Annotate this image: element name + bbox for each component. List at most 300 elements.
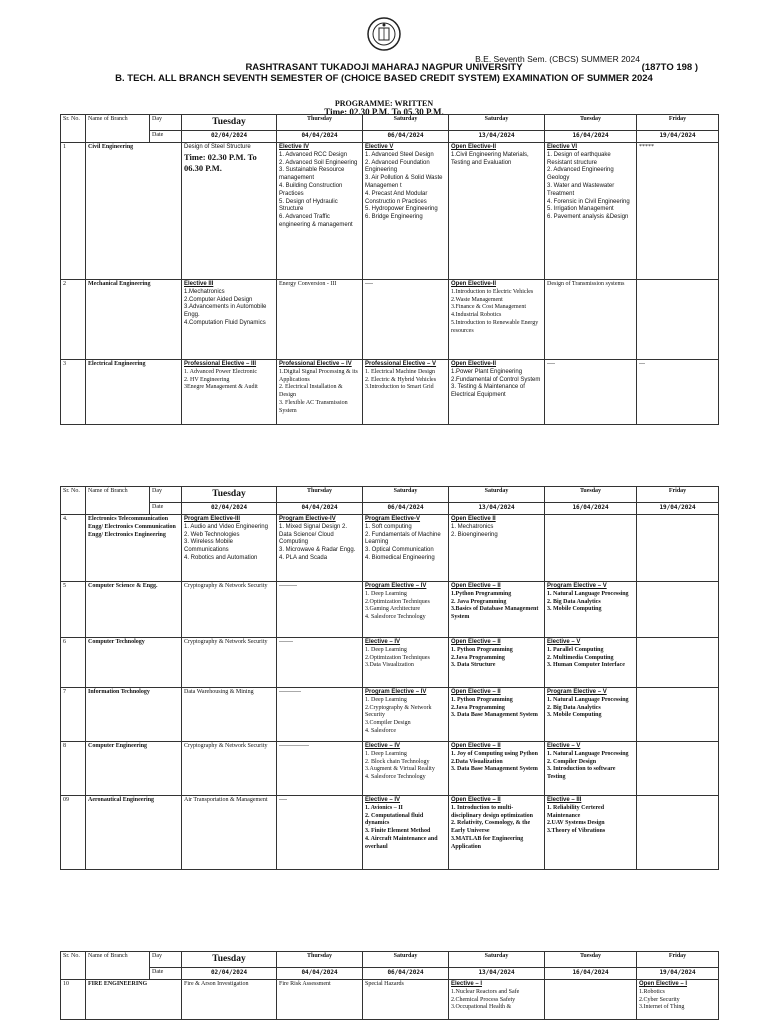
- subject-cell: [182, 742, 277, 796]
- subject-line: Special Hazards: [365, 981, 404, 987]
- date-header: 13/04/2024: [449, 503, 545, 515]
- subject-line: 2. Electrical Installation & Design: [279, 384, 343, 399]
- subject-line: 6. Bridge Engineering: [365, 214, 423, 221]
- date-header: 02/04/2024: [182, 968, 277, 980]
- date-header-row: [61, 503, 719, 515]
- day-header-row: [61, 487, 719, 503]
- subject-line: 5. Design of Hydraulic Structure: [279, 198, 338, 213]
- subject-cell: [449, 582, 545, 638]
- branch-row: [61, 515, 719, 582]
- subject-line: 1. Reliability Certered Maintenance: [547, 804, 605, 819]
- subject-line: 3.Augment & Virtual Reality: [365, 766, 435, 773]
- elective-title: Open Elective – II: [451, 689, 501, 695]
- subject-line: 2.Computer Aided Design: [184, 296, 253, 303]
- subject-cell: [363, 742, 449, 796]
- exam-time: Time: 02.30 P.M. To 05.30 P.M.: [324, 107, 444, 117]
- subject-line: 1. Design of earthquake Resistant structure: [547, 151, 611, 166]
- university-seal-icon: [366, 16, 402, 52]
- subject-line: 3. Human Computer Interface: [547, 662, 625, 669]
- subject-line: 3Enegre Management & Audit: [184, 384, 258, 391]
- subject-line: *****: [639, 144, 654, 150]
- branch-row: [61, 796, 719, 870]
- subject-cell: [277, 280, 363, 360]
- subject-cell: [637, 638, 719, 688]
- branch-row: [61, 280, 719, 360]
- subject-line: 3. Introduction to software Testing: [547, 766, 616, 781]
- subject-line: 3.Compiler Design: [365, 720, 411, 727]
- elective-title: Elective – I: [451, 981, 483, 987]
- branch-name: Aeronautical Engineering: [86, 796, 182, 870]
- subject-line: 2.Fundamental of Control System: [451, 376, 541, 383]
- branch-name: FIRE ENGINEERING: [86, 980, 182, 1020]
- subject-line: 3. Mobile Computing: [547, 712, 602, 719]
- branch-row: [61, 360, 719, 425]
- date-header: 16/04/2024: [545, 131, 637, 143]
- subject-line: 1. Audio and Video Engineering: [184, 523, 268, 530]
- subject-line: 3.Gaming Architecture: [365, 606, 420, 613]
- subject-line: 1. Deep Learning: [365, 696, 407, 703]
- branch-name: Civil Engineering: [86, 143, 182, 280]
- subject-line: Data Warehousing & Mining: [184, 689, 254, 695]
- university-title: RASHTRASANT TUKADOJI MAHARAJ NAGPUR UNIVERSITY: [245, 62, 523, 73]
- subject-line: 3. Optical Communication: [365, 547, 434, 554]
- subject-line: 1. Python Programming: [451, 696, 513, 703]
- subject-cell: [545, 582, 637, 638]
- subject-line: 1.Introduction to Electric Vehicles: [451, 288, 534, 295]
- subject-line: 1. Introduction to multi-disciplinary design optimization: [451, 804, 534, 819]
- subject-cell: [449, 638, 545, 688]
- day-header: Saturday: [363, 952, 449, 968]
- subject-cell: [637, 143, 719, 280]
- timetable-1: [60, 114, 719, 425]
- subject-line: 2. Web Technologies: [184, 531, 240, 538]
- subject-line: 1. Natural Language Processing: [547, 590, 629, 597]
- subject-cell: [182, 582, 277, 638]
- subject-line: 2. Big Data Analytics: [547, 598, 601, 605]
- subject-cell: [449, 360, 545, 425]
- subject-line: 4. Biomedical Engineering: [365, 554, 435, 561]
- date-header: 13/04/2024: [449, 968, 545, 980]
- subject-cell: [182, 360, 277, 425]
- subject-cell: [277, 688, 363, 742]
- date-header-row: [61, 968, 719, 980]
- day-label: Day: [150, 115, 182, 131]
- subject-line: Cryptography & Network Security: [184, 639, 268, 645]
- subject-line: 1. Deep Learning: [365, 750, 407, 757]
- subject-cell: [449, 796, 545, 870]
- elective-title: Elective IV: [279, 144, 310, 150]
- timetable-3: [60, 951, 719, 1020]
- subject-line: 4. Robotics and Automation: [184, 554, 258, 561]
- subject-line: 1. Natural Language Processing: [547, 750, 629, 757]
- date-header: 16/04/2024: [545, 968, 637, 980]
- day-header: Tuesday: [182, 487, 277, 503]
- day-header: Thursday: [277, 487, 363, 503]
- date-label: Date: [150, 131, 182, 143]
- date-header: 04/04/2024: [277, 968, 363, 980]
- subject-cell: [182, 515, 277, 582]
- sr-no-header: Sr. No.: [61, 952, 86, 980]
- subject-line: 5. Irrigation Management: [547, 206, 614, 213]
- day-header-row: [61, 115, 719, 131]
- day-header: Thursday: [277, 952, 363, 968]
- subject-line: 4. Salesforce Technology: [365, 614, 426, 621]
- exam-subtitle: B. TECH. ALL BRANCH SEVENTH SEMESTER OF (CHOICE BASED CREDIT SYSTEM) EXAMINATION OF SUMMER 2024: [115, 73, 653, 84]
- subject-cell: [363, 143, 449, 280]
- subject-cell: [449, 688, 545, 742]
- subject-line: 4.Industrial Robotics: [451, 312, 502, 319]
- subject-cell: [545, 742, 637, 796]
- subject-line: 1. Mixed Signal Design 2. Data Science/ Cloud Computing: [279, 523, 348, 546]
- date-header: 06/04/2024: [363, 968, 449, 980]
- subject-line: 1. Avionics – II: [365, 804, 403, 811]
- day-header: Friday: [637, 115, 719, 131]
- elective-title: Open Elective-II: [451, 281, 497, 287]
- subject-line: 2. Big Data Analytics: [547, 704, 601, 711]
- subject-cell: [277, 638, 363, 688]
- subject-line: 3. Microwave & Radar Engg.: [279, 547, 356, 554]
- branch-row: [61, 742, 719, 796]
- subject-cell: [277, 143, 363, 280]
- subject-line: 2.Cyber Security: [639, 996, 680, 1003]
- subject-cell: [277, 582, 363, 638]
- subject-line: 3. Sustainable Resource management: [279, 167, 345, 182]
- sr-no: 4.: [61, 515, 86, 582]
- subject-cell: [363, 280, 449, 360]
- elective-title: Professional Elective – III: [184, 361, 257, 367]
- branch-name: Computer Engineering: [86, 742, 182, 796]
- subject-cell: [545, 280, 637, 360]
- branch-row: [61, 980, 719, 1020]
- subject-cell: [449, 280, 545, 360]
- elective-title: Elective – IV: [365, 743, 401, 749]
- day-header-row: [61, 952, 719, 968]
- subject-line: 1. Joy of Computing using Python: [451, 750, 539, 757]
- subject-line: 1. Soft computing: [365, 523, 412, 530]
- subject-cell: [182, 688, 277, 742]
- subject-line: 2. Computational fluid dynamics: [365, 812, 424, 827]
- subject-cell: [545, 796, 637, 870]
- subject-line: 3. Air Pollution & Solid Waste Managemen t: [365, 175, 443, 189]
- subject-cell: [449, 143, 545, 280]
- branch-name: Information Technology: [86, 688, 182, 742]
- subject-line: 2.Waste Management: [451, 296, 503, 303]
- subject-line: 3.Data Visualization: [365, 662, 414, 669]
- subject-line: 2. Bioengineering: [451, 531, 498, 538]
- subject-cell: [363, 515, 449, 582]
- subject-cell: [637, 280, 719, 360]
- date-header: 02/04/2024: [182, 503, 277, 515]
- day-header: Tuesday: [182, 115, 277, 131]
- date-header-row: [61, 131, 719, 143]
- subject-cell: [182, 980, 277, 1020]
- subject-line: -------: [279, 639, 293, 645]
- day-header: Tuesday: [545, 487, 637, 503]
- date-header: 19/04/2024: [637, 131, 719, 143]
- subject-cell: [637, 980, 719, 1020]
- subject-line: 2. Java Programming: [451, 598, 507, 605]
- branch-name: Electrical Engineering: [86, 360, 182, 425]
- elective-title: Program Elective – V: [547, 583, 607, 589]
- elective-title: Elective – III: [547, 797, 582, 803]
- elective-title: Professional Elective – V: [365, 361, 437, 367]
- subject-cell: [363, 582, 449, 638]
- sr-no: 8: [61, 742, 86, 796]
- subject-cell: [545, 143, 637, 280]
- branch-row: [61, 638, 719, 688]
- subject-line: 1. Advanced Steel Design: [365, 151, 434, 158]
- subject-cell: [277, 796, 363, 870]
- elective-title: Program Elective – V: [547, 689, 607, 695]
- date-label: Date: [150, 968, 182, 980]
- subject-cell: [182, 280, 277, 360]
- subject-line: 3.Internet of Thing: [639, 1004, 685, 1011]
- subject-line: 2.Optimization Techniques: [365, 654, 430, 661]
- subject-line: Design of Transmission systems: [547, 281, 625, 287]
- day-header: Tuesday: [182, 952, 277, 968]
- subject-cell: [363, 360, 449, 425]
- elective-title: Open Elective II: [451, 516, 496, 522]
- sr-no: 7: [61, 688, 86, 742]
- subject-line: -----------: [279, 689, 301, 695]
- subject-line: 2. Fundamentals of Machine Learning: [365, 531, 441, 546]
- subject-line: 1. Deep Learning: [365, 590, 407, 597]
- subject-line: 3.Advancements in Automobile Engg.: [184, 304, 267, 319]
- subject-line: ----: [365, 281, 373, 287]
- subject-line: ----: [547, 361, 555, 367]
- sr-no: 2: [61, 280, 86, 360]
- subject-line: 1. Parallel Computing: [547, 646, 604, 653]
- sr-no: 1: [61, 143, 86, 280]
- sr-no: 10: [61, 980, 86, 1020]
- timetable-2: [60, 486, 719, 870]
- elective-title: Elective – V: [547, 639, 581, 645]
- subject-line: 1. Natural Language Processing: [547, 696, 629, 703]
- sr-no: 6: [61, 638, 86, 688]
- elective-title: Program Elective-IV: [279, 516, 336, 522]
- subject-line: 1.Power Plant Engineering: [451, 368, 523, 375]
- branch-name-header: Name of Branch: [86, 487, 150, 515]
- subject-line: 4. Salesforce: [365, 727, 396, 734]
- branch-name-header: Name of Branch: [86, 952, 150, 980]
- subject-cell: [449, 980, 545, 1020]
- day-header: Tuesday: [545, 952, 637, 968]
- elective-title: Open Elective-II: [451, 144, 497, 150]
- subject-line: 3.MATLAB for Engineering Application: [451, 835, 524, 850]
- university-name: [0, 62, 768, 73]
- elective-title: Open Elective-II: [451, 361, 497, 367]
- subject-line: 4. PLA and Scada: [279, 554, 328, 561]
- subject-line: Cryptography & Network Security: [184, 743, 268, 749]
- subject-line: 5. Hydropower Engineering: [365, 206, 438, 213]
- subject-cell: [637, 688, 719, 742]
- subject-line: ---------: [279, 583, 297, 589]
- sr-no-header: Sr. No.: [61, 115, 86, 143]
- subject-line: 2.Java Programming: [451, 704, 505, 711]
- subject-cell: [182, 638, 277, 688]
- branch-name-header: Name of Branch: [86, 115, 150, 143]
- day-header: Friday: [637, 952, 719, 968]
- paper-range: (187TO 198 ): [641, 62, 698, 73]
- subject-cell: [277, 742, 363, 796]
- elective-title: Open Elective – II: [451, 743, 501, 749]
- day-label: Day: [150, 487, 182, 503]
- subject-line: 1.Nuclear Reactors and Safe: [451, 988, 520, 995]
- subject-cell: [277, 360, 363, 425]
- subject-cell: [182, 796, 277, 870]
- subject-line: 3. Finite Element Method: [365, 828, 431, 835]
- date-header: 19/04/2024: [637, 503, 719, 515]
- subject-line: 1.Civil Engineering Materials, Testing and Evaluation: [451, 151, 529, 166]
- subject-line: 4.Computation Fluid Dynamics: [184, 319, 266, 326]
- subject-cell: [637, 360, 719, 425]
- subject-line: 3. Flexible AC Transmission System: [279, 399, 348, 414]
- subject-line: 6. Pavement analysis &Design: [547, 214, 629, 221]
- subject-line: 4. Aircraft Maintenance and overhaul: [365, 835, 438, 850]
- subject-line: 2.Data Visualization: [451, 758, 503, 765]
- subject-line: Energy Conversion - III: [279, 281, 337, 287]
- subject-line: 3. Data Base Management System: [451, 712, 538, 719]
- subject-line: 3.Basics of Database Management System: [451, 606, 539, 621]
- subject-line: Fire Risk Assessment: [279, 981, 331, 987]
- day-header: Saturday: [449, 952, 545, 968]
- date-header: 13/04/2024: [449, 131, 545, 143]
- semester-note: B.E. Seventh Sem. (CBCS) SUMMER 2024: [475, 54, 640, 64]
- subject-line: 3. Data Base Management System: [451, 766, 538, 773]
- sr-no-header: Sr. No.: [61, 487, 86, 515]
- subject-line: 2. Advanced Soil Engineering: [279, 159, 358, 166]
- date-header: 02/04/2024: [182, 131, 277, 143]
- subject-cell: [277, 515, 363, 582]
- subject-cell: [545, 638, 637, 688]
- subject-line: 3.Theory of Vibrations: [547, 828, 606, 835]
- subject-line: 2. HV Engineering: [184, 376, 230, 383]
- branch-name: Computer Science & Engg.: [86, 582, 182, 638]
- subject-cell: [363, 638, 449, 688]
- subject-cell: [637, 582, 719, 638]
- subject-line: 3. Wireless Mobile Communications: [184, 539, 234, 554]
- subject-cell: [277, 980, 363, 1020]
- special-time: Time: 02.30 P.M. To 06.30 P.M.: [184, 151, 257, 173]
- subject-line: ---: [639, 361, 645, 367]
- subject-line: Fire & Arson Investigation: [184, 981, 249, 987]
- subject-cell: [545, 360, 637, 425]
- subject-line: 3.Finance & Cost Management: [451, 304, 526, 311]
- subject-line: 4. Precast And Modular Constructio n Practices: [365, 190, 428, 205]
- day-header: Friday: [637, 487, 719, 503]
- subject-line: 4. Forensic in Civil Engineering: [547, 198, 630, 205]
- subject-cell: [637, 515, 719, 582]
- subject-line: 2. Compiler Design: [547, 758, 597, 765]
- elective-title: Elective – IV: [365, 639, 401, 645]
- subject-line: 2.Cryptography & Network Security: [365, 704, 432, 719]
- subject-line: 2. Electric & Hybrid Vehicles: [365, 376, 437, 383]
- subject-line: 2. Advanced Foundation Engineering: [365, 159, 430, 174]
- subject-cell: [449, 742, 545, 796]
- subject-line: 2.Optimization Techniques: [365, 598, 430, 605]
- date-header: 04/04/2024: [277, 131, 363, 143]
- date-header: 16/04/2024: [545, 503, 637, 515]
- subject-line: 3. Water and Wastewater Treatment: [547, 182, 615, 197]
- subject-line: 2. Advanced Engineering Geology: [547, 167, 614, 182]
- subject-line: 1. Mechatronics: [451, 523, 494, 530]
- elective-title: Open Elective – II: [451, 639, 501, 645]
- elective-title: Open Elective – II: [451, 797, 501, 803]
- branch-name: Mechanical Engineering: [86, 280, 182, 360]
- subject-line: 1.Python Programming: [451, 590, 512, 597]
- subject-line: 1. Deep Learning: [365, 646, 407, 653]
- day-header: Saturday: [449, 115, 545, 131]
- date-header: 06/04/2024: [363, 503, 449, 515]
- elective-title: Elective III: [184, 281, 214, 287]
- subject-line: ----: [279, 797, 287, 803]
- subject-line: 5.Introduction to Renewable Energy resources: [451, 319, 539, 334]
- date-label: Date: [150, 503, 182, 515]
- day-header: Saturday: [363, 115, 449, 131]
- subject-cell: [545, 688, 637, 742]
- sr-no: 09: [61, 796, 86, 870]
- elective-title: Program Elective – IV: [365, 689, 427, 695]
- subject-line: 2. Block chain Technology: [365, 758, 430, 765]
- elective-title: Program Elective-III: [184, 516, 241, 522]
- date-header: 19/04/2024: [637, 968, 719, 980]
- day-header: Saturday: [363, 487, 449, 503]
- subject-line: Design of Steel Structure: [184, 144, 251, 150]
- branch-name: Computer Technology: [86, 638, 182, 688]
- subject-cell: [637, 796, 719, 870]
- sr-no: 5: [61, 582, 86, 638]
- branch-row: [61, 143, 719, 280]
- subject-line: 2. Multimedia Computing: [547, 654, 614, 661]
- elective-title: Elective VI: [547, 144, 578, 150]
- elective-title: Elective – IV: [365, 797, 401, 803]
- elective-title: Open Elective – II: [451, 583, 501, 589]
- subject-line: 3.Introduction to Smart Grid: [365, 384, 434, 391]
- elective-title: Program Elective-V: [365, 516, 421, 522]
- subject-line: 4. Building Construction Practices: [279, 182, 343, 197]
- subject-line: 4. Salesforce Technology: [365, 774, 426, 781]
- date-header: 04/04/2024: [277, 503, 363, 515]
- branch-row: [61, 582, 719, 638]
- subject-line: 2.Chemical Process Safety: [451, 996, 516, 1003]
- subject-line: 6. Advanced Traffic engineering & management: [279, 214, 353, 228]
- subject-line: ---------------: [279, 743, 309, 749]
- branch-name: Electronics Telecommunication Engg/ Electronics Communication Engg/ Electronics Engineering: [86, 515, 182, 582]
- subject-cell: [182, 143, 277, 280]
- elective-title: Program Elective – IV: [365, 583, 427, 589]
- subject-line: 3. Mobile Computing: [547, 606, 602, 613]
- subject-line: Cryptography & Network Security: [184, 583, 268, 589]
- branch-row: [61, 688, 719, 742]
- elective-title: Elective V: [365, 144, 394, 150]
- subject-line: 1. Electrical Machine Design: [365, 368, 435, 375]
- sr-no: 3: [61, 360, 86, 425]
- subject-line: 1. Advanced RCC Design: [279, 151, 348, 158]
- subject-line: 2.UAV Systems Design: [547, 820, 605, 827]
- date-header: 06/04/2024: [363, 131, 449, 143]
- subject-cell: [449, 515, 545, 582]
- subject-cell: [363, 980, 449, 1020]
- subject-cell: [363, 688, 449, 742]
- subject-line: 1.Mechatronics: [184, 288, 225, 295]
- day-header: Thursday: [277, 115, 363, 131]
- elective-title: Open Elective – I: [639, 981, 688, 987]
- subject-line: Air Transportation & Management: [184, 797, 268, 803]
- subject-line: 2.Java Programming: [451, 654, 505, 661]
- subject-cell: [637, 742, 719, 796]
- subject-cell: [545, 980, 637, 1020]
- day-header: Saturday: [449, 487, 545, 503]
